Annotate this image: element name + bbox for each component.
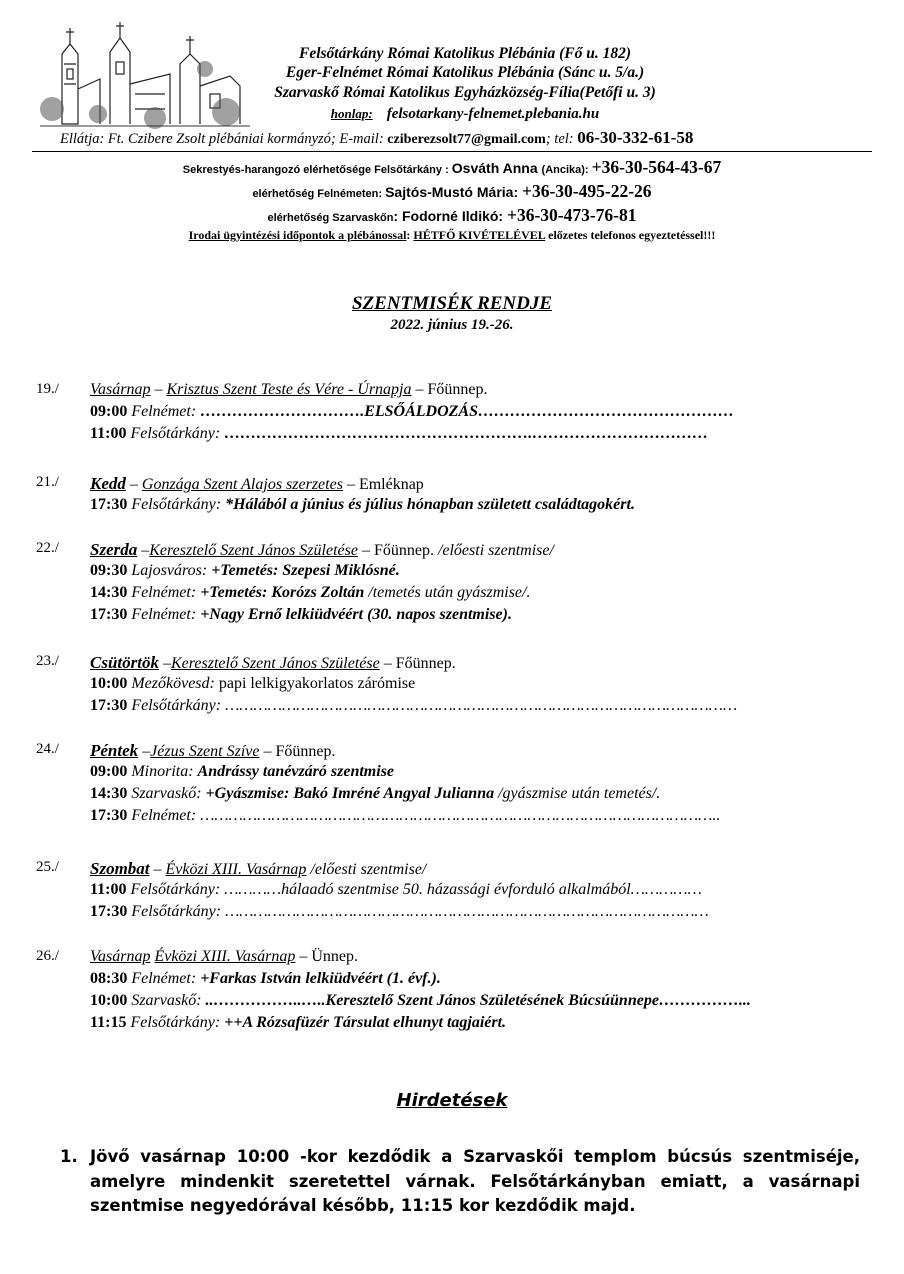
mass-place: Felsőtárkány: — [126, 1014, 225, 1031]
mass-place: Felnémet: — [127, 807, 201, 824]
feast-name: Gonzága Szent Alajos szerzetes — [141, 476, 343, 493]
day-separator: – — [150, 381, 167, 398]
mass-time: 09:00 — [90, 403, 128, 420]
mass-time: 09:30 — [90, 562, 128, 579]
day-block — [36, 741, 886, 829]
mass-line — [90, 562, 400, 580]
parish-name-2: Eger-Felnémet Római Katolikus Plébánia (Sánc u. 5/a.) — [285, 64, 645, 81]
mass-line — [90, 496, 635, 514]
mass-place: Felsőtárkány: — [127, 496, 226, 513]
day-heading — [90, 859, 426, 879]
note-part-d: előzetes telefonos egyeztetéssel!!! — [545, 228, 716, 242]
mass-line — [90, 807, 720, 825]
mass-time: 10:00 — [90, 992, 128, 1009]
day-block — [36, 474, 886, 518]
day-name: Szombat — [90, 859, 150, 878]
contact-prefix: Ellátja: Ft. Czibere Zsolt plébániai kormányzó; E-mail: — [60, 131, 388, 147]
mass-time: 09:00 — [90, 763, 128, 780]
day-number: 25./ — [36, 859, 59, 875]
mass-time: 10:00 — [90, 675, 128, 692]
mass-intention: papi lelkigyakorlatos zárómise — [218, 675, 416, 692]
feast-name: Keresztelő Szent János Születése — [149, 542, 358, 559]
mass-intention: Andrássy tanévzáró szentmise — [197, 763, 395, 780]
feast-rank: – Ünnep. — [295, 948, 358, 965]
mass-line — [90, 992, 751, 1010]
day-number: 24./ — [36, 741, 59, 757]
mass-intention: +Temetés: Szepesi Miklósné. — [211, 562, 400, 579]
mass-place: Mezőkövesd: — [127, 675, 219, 692]
sexton-line-3 — [0, 205, 904, 226]
day-name: Csütörtök — [90, 653, 159, 672]
day-heading — [90, 540, 554, 560]
day-separator: – — [149, 861, 166, 878]
day-heading — [90, 474, 424, 494]
day-heading — [90, 741, 335, 761]
feast-extra: /előesti szentmise/ — [433, 542, 554, 559]
mass-note: /gyászmise után temetés/. — [494, 785, 661, 802]
sexton-phone-2: +36-30-495-22-26 — [522, 181, 652, 201]
mass-place: Felnémet: — [127, 970, 201, 987]
sexton-name-3: : Fodorné Ildikó: — [393, 208, 507, 224]
day-number: 26./ — [36, 948, 59, 964]
mass-line — [90, 675, 415, 693]
day-heading — [90, 948, 358, 966]
mass-place: Felsőtárkány: — [126, 425, 225, 442]
mass-place: Lajosváros: — [127, 562, 212, 579]
note-part-c: HÉTFŐ KIVÉTELÉVEL — [413, 228, 546, 242]
sexton-phone-3: +36-30-473-76-81 — [506, 205, 637, 225]
church-logo — [40, 14, 250, 132]
sexton-label-1: Sekrestyés-harangozó elérhetősége Felsőtárkány : — [182, 164, 452, 176]
schedule-title: SZENTMISÉK RENDJE — [351, 293, 553, 314]
sexton-phone-1: +36-30-564-43-67 — [591, 157, 722, 177]
day-name: Péntek — [90, 741, 139, 760]
mass-time: 11:15 — [90, 1014, 127, 1031]
homepage-line — [230, 104, 700, 124]
mass-time: 17:30 — [90, 496, 128, 513]
mass-time: 17:30 — [90, 697, 128, 714]
mass-line — [90, 785, 660, 803]
mass-intention: ++A Rózsafüzér Társulat elhunyt tagjaiért. — [224, 1014, 507, 1031]
email-link[interactable]: cziberezsolt77@gmail.com — [387, 132, 546, 147]
homepage-link[interactable]: felsotarkany-felnemet.plebania.hu — [386, 106, 600, 122]
mass-time: 17:30 — [90, 606, 128, 623]
sexton-nick-1: (Ancika): — [541, 164, 592, 176]
mass-time: 17:30 — [90, 807, 128, 824]
mass-line — [90, 763, 394, 781]
mass-time: 08:30 — [90, 970, 128, 987]
day-heading — [90, 653, 456, 673]
phone-number: 06-30-332-61-58 — [577, 128, 694, 147]
day-number: 19./ — [36, 381, 59, 397]
mass-line — [90, 697, 737, 715]
mass-line — [90, 425, 708, 443]
day-number: 23./ — [36, 653, 59, 669]
mass-intention: ……………………………………………………………………………………………….. — [200, 807, 721, 824]
mass-intention: ………………………………………………………………………………………… — [225, 903, 709, 920]
announcement-text: Jövő vasárnap 10:00 -kor kezdődik a Szarvaskői templom búcsús szentmiséje, amelyre mindenkit szeretettel várnak. Felsőtárkányban emiatt, a vasárnapi szentmise negyedórával később, 11:15 kor kezdődik majd. — [90, 1147, 860, 1215]
feast-name: Évközi XIII. Vasárnap — [154, 948, 296, 965]
day-block — [36, 653, 886, 719]
sexton-name-2: Sajtós-Mustó Mária: — [385, 184, 522, 200]
day-name: Szerda — [90, 540, 138, 559]
sexton-label-3: elérhetőség Szarvaskőn — [267, 212, 394, 224]
day-block — [36, 948, 886, 1036]
mass-intention: ……………………………………………………………………………………………… — [225, 697, 738, 714]
mass-line — [90, 970, 441, 988]
mass-intention: ………………………………………………….…………………………… — [224, 425, 709, 442]
day-separator: – — [137, 542, 150, 559]
announcements-title: Hirdetések — [396, 1090, 508, 1111]
day-separator: – — [158, 655, 171, 672]
mass-place: Felsőtárkány: — [127, 903, 226, 920]
feast-rank: – Főünnep. — [379, 655, 456, 672]
mass-intention: +Nagy Ernő lelkiüdvéért (30. napos szentmise). — [200, 606, 512, 623]
day-number: 22./ — [36, 540, 59, 556]
announcement-item — [60, 1145, 860, 1219]
mass-time: 17:30 — [90, 903, 128, 920]
mass-line — [90, 403, 734, 421]
parish-name-1: Felsőtárkány Római Katolikus Plébánia (Fő u. 182) — [299, 45, 631, 62]
mass-intention: ………………………….ELSŐÁLDOZÁS………………………………………… — [200, 403, 734, 420]
mass-time: 11:00 — [90, 881, 127, 898]
mass-intention: …………hálaadó szentmise 50. házassági évforduló alkalmából…………… — [224, 881, 702, 898]
mass-intention: *Hálából a június és július hónapban született családtagokért. — [225, 496, 635, 513]
feast-name: Jézus Szent Szíve — [150, 743, 260, 760]
mass-place: Felnémet: — [127, 606, 201, 623]
mass-intention: +Gyászmise: Bakó Imréné Angyal Julianna — [205, 785, 495, 802]
note-part-a: Irodai ügyintézési időpontok a plébánossal — [188, 228, 407, 242]
tel-label: ; tel: — [545, 131, 578, 147]
homepage-label: honlap: — [330, 106, 373, 121]
mass-place: Felnémet: — [127, 403, 201, 420]
schedule-dates: 2022. június 19.-26. — [390, 317, 514, 333]
mass-intention: ..……………..…..Keresztelő Szent János Születésének Búcsúünnepe……………... — [205, 992, 751, 1009]
mass-line — [90, 584, 530, 602]
feast-rank: – Emléknap — [342, 476, 424, 493]
day-name: Vasárnap — [90, 948, 151, 965]
mass-time: 14:30 — [90, 584, 128, 601]
note-part-b: : — [406, 228, 414, 242]
day-block — [36, 859, 886, 925]
mass-place: Szarvaskő: — [127, 785, 206, 802]
mass-intention: +Temetés: Korózs Zoltán — [200, 584, 365, 601]
sexton-name-1: Osváth Anna — [451, 160, 542, 176]
day-heading — [90, 381, 488, 399]
feast-name: Keresztelő Szent János Születése — [170, 655, 380, 672]
header-divider — [32, 151, 872, 152]
sexton-line-1 — [0, 157, 904, 178]
feast-rank: – Főünnep. — [259, 743, 336, 760]
day-name: Kedd — [90, 474, 126, 493]
mass-line — [90, 881, 702, 899]
day-number: 21./ — [36, 474, 59, 490]
day-name: Vasárnap — [90, 381, 151, 398]
mass-time: 11:00 — [90, 425, 127, 442]
contact-line — [60, 128, 890, 148]
parish-name-3: Szarvaskő Római Katolikus Egyházközség-Fília(Petőfi u. 3) — [274, 84, 656, 101]
mass-time: 14:30 — [90, 785, 128, 802]
feast-name: Évközi XIII. Vasárnap — [165, 861, 307, 878]
mass-intention: +Farkas István lelkiüdvéért (1. évf.). — [200, 970, 441, 987]
sexton-label-2: elérhetőség Felnémeten: — [252, 188, 386, 200]
announcement-number: 1. — [60, 1147, 78, 1166]
day-block — [36, 381, 886, 447]
feast-rank: – Főünnep. — [357, 542, 434, 559]
mass-line — [90, 606, 512, 624]
mass-place: Szarvaskő: — [127, 992, 206, 1009]
office-hours-note — [0, 226, 904, 244]
mass-line — [90, 1014, 506, 1032]
day-separator: – — [138, 743, 151, 760]
feast-extra: /előesti szentmise/ — [306, 861, 427, 878]
feast-rank: – Főünnep. — [411, 381, 488, 398]
mass-place: Felsőtárkány: — [126, 881, 225, 898]
day-separator: – — [125, 476, 142, 493]
day-block — [36, 540, 886, 628]
mass-place: Felnémet: — [127, 584, 201, 601]
mass-place: Felsőtárkány: — [127, 697, 226, 714]
mass-note: /temetés után gyászmise/. — [364, 584, 531, 601]
mass-line — [90, 903, 709, 921]
sexton-line-2 — [0, 181, 904, 202]
mass-place: Minorita: — [127, 763, 198, 780]
feast-name: Krisztus Szent Teste és Vére - Úrnapja — [166, 381, 412, 398]
